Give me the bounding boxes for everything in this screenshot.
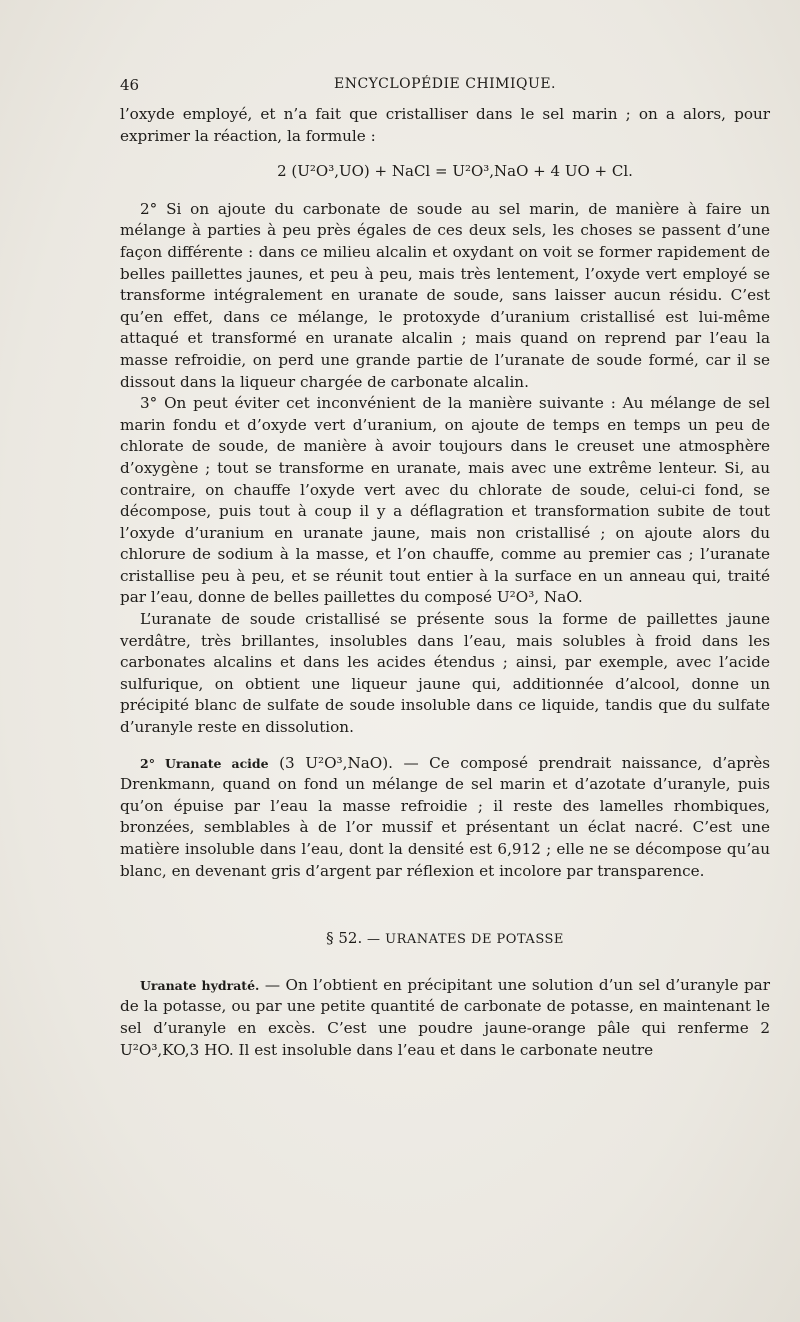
page-header xyxy=(120,76,770,96)
running-title: ENCYCLOPÉDIE CHIMIQUE. xyxy=(334,76,556,92)
page-number: 46 xyxy=(120,76,140,94)
paragraph-6-text: — On l’obtient en précipitant une solution d’un sel d’uranyle par de la potasse, ou par une petite quantité de carbonate de potasse, en maintenant le sel d’uranyle en excès. C’est une poudre jaune-orange pâle qui renferme 2 U²O³,KO,3 HO. Il est insoluble dans l’eau et dans le carbonate neutre xyxy=(120,975,770,1059)
paragraph-6-lead: Uranate hydraté. xyxy=(140,977,260,993)
paragraph-1: l’oxyde employé, et n’a fait que cristalliser dans le sel marin ; on a alors, pour exprimer la réaction, la formule : xyxy=(120,105,770,145)
paragraph-2: 2° Si on ajoute du carbonate de soude au sel marin, de manière à faire un mélange à parties à peu près égales de ces deux sels, les choses se passent d’une façon différente : dans ce milieu alcalin et oxydant on voit se former rapidement de belles paillettes jaunes, et peu à peu, mais très lentement, l’oxyde vert employé se transforme intégralement en uranate de soude, sans laisser aucun résidu. C’est qu’en effet, dans ce mélange, le protoxyde d’uranium cristallisé est lui-même attaqué et transformé en uranate alcalin ; mais quand on reprend par l’eau la masse refroidie, on perd une grande partie de l’uranate de soude formé, car il se dissout dans la liqueur chargée de carbonate alcalin. xyxy=(120,199,770,391)
paragraph-5 xyxy=(120,753,770,883)
reaction-formula: 2 (U²O³,UO) + NaCl = U²O³,NaO + 4 UO + Cl. xyxy=(277,162,633,181)
section-title: — URANATES DE POTASSE xyxy=(367,932,564,948)
paragraph-6 xyxy=(120,975,770,1061)
section-number: § 52. xyxy=(326,929,363,948)
paragraph-5-text: (3 U²O³,NaO). — Ce composé prendrait naissance, d’après Drenkmann, quand on fond un mélange de sel marin et d’azotate d’uranyle, puis qu’on épuise par l’eau la masse refroidie ; il reste des lamelles rhombiques, bronzées, semblables à de l’or mussif et présentant un éclat nacré. C’est une matière insoluble dans l’eau, dont la densité est 6,912 ; elle ne se décompose qu’au blanc, en devenant gris d’argent par réflexion et incolore par transparence. xyxy=(120,753,770,880)
paragraph-3: 3° On peut éviter cet inconvénient de la manière suivante : Au mélange de sel marin fondu et d’oxyde vert d’uranium, on ajoute de temps en temps un peu de chlorate de soude, de manière à avoir toujours dans le creuset une atmosphère d’oxygène ; tout se transforme en uranate, mais avec une extrême lenteur. Si, au contraire, on chauffe l’oxyde vert avec du chlorate de soude, celui-ci fond, se décompose, puis tout à coup il y a déflagration et transformation subite de tout l’oxyde d’uranium en uranate jaune, mais non cristallisé ; on ajoute alors du chlorure de sodium à la masse, et l’on chauffe, comme au premier cas ; l’uranate cristallise peu à peu, et se réunit tout entier à la surface en un anneau qui, traité par l’eau, donne de belles paillettes du composé U²O³, NaO. xyxy=(120,394,770,607)
page-body xyxy=(120,104,770,1061)
paragraph-5-lead: 2° Uranate acide xyxy=(140,755,269,771)
paragraph-4: L’uranate de soude cristallisé se présente sous la forme de paillettes jaune verdâtre, très brillantes, insolubles dans l’eau, mais solubles à froid dans les carbonates alcalins et dans les acides étendus ; ainsi, par exemple, avec l’acide sulfurique, on obtient une liqueur jaune qui, additionnée d’alcool, donne un précipité blanc de sulfate de soude insoluble dans ce liquide, tandis que du sulfate d’uranyle reste en dissolution. xyxy=(120,610,770,737)
section-heading xyxy=(120,928,770,951)
